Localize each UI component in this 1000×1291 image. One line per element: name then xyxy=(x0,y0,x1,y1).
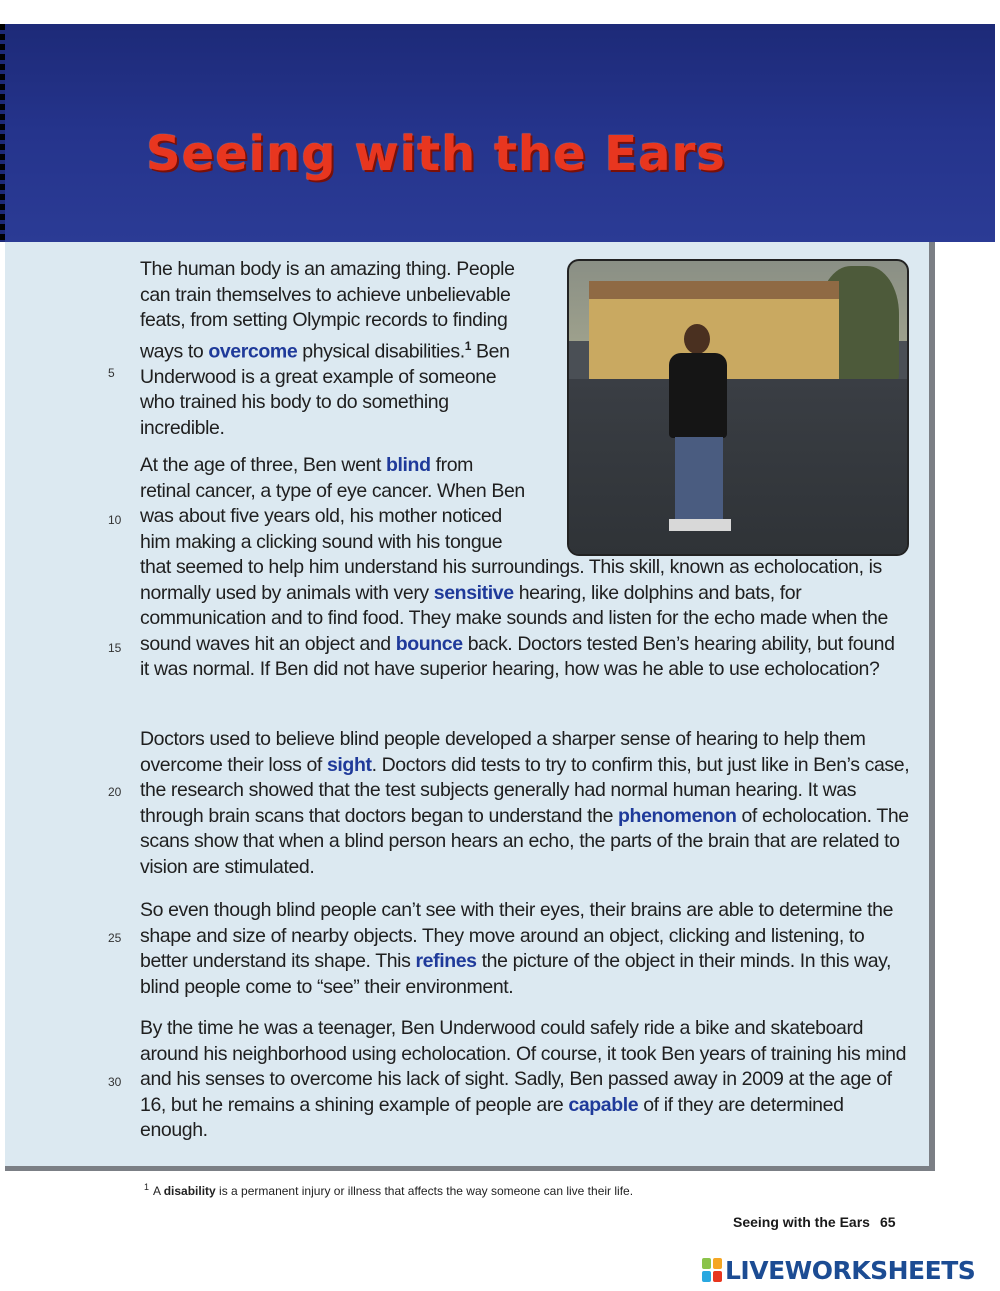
footnote-text-b: is a permanent injury or illness that affects the way someone can live their life. xyxy=(215,1184,634,1198)
photo-person-head xyxy=(684,324,710,354)
p1-text-b: physical disabilities. xyxy=(297,340,465,362)
p3-text-c: of echolocation. The scans show that when a blind person hears an echo, the parts of the brain that are related to vision are stimulated. xyxy=(140,804,909,878)
paragraph-4 xyxy=(140,898,915,1000)
p2-text-b: from retinal cancer, a type of eye cancer. When Ben was about five years old, his mother noticed him making a clicking sound with his tongue that seemed to help him understand his surroundings. This skill, known as echolocation, is normally used by animals with very xyxy=(140,454,882,604)
footnote-ref: 1 xyxy=(464,338,472,353)
footnote-mark: 1 xyxy=(144,1182,150,1192)
p2-text-a2: At the age of three, Ben went xyxy=(140,454,387,476)
page-number: 65 xyxy=(879,1214,896,1230)
keyword-sensitive: sensitive xyxy=(433,581,514,604)
p4-text-a: So even though blind people can’t see with their eyes, their brains are able to determine the shape and size of nearby objects. They move around an object, clicking and listening, to better understand its shape. This xyxy=(140,899,894,972)
paragraph-3 xyxy=(140,727,915,880)
paragraph-1 xyxy=(140,257,535,441)
footer-title: Seeing with the Ears xyxy=(733,1214,870,1230)
p2-text-c: hearing, like dolphins and bats, for communication and to find food. They make sounds and listen for the echo made when the sound waves hit an object and xyxy=(140,581,888,655)
p1-text-c: Ben Underwood is a great example of someone who trained his body to do something incredible. xyxy=(140,340,510,439)
keyword-bounce: bounce xyxy=(395,632,463,655)
keyword-blind: blind xyxy=(386,454,431,476)
p3-text-a: Doctors used to believe blind people developed a sharper sense of hearing to help them overcome their loss of xyxy=(140,728,866,776)
p2-text-d: back. Doctors tested Ben’s hearing ability, but found it was normal. If Ben did not have superior hearing, how was he able to use echolocation? xyxy=(140,632,895,680)
line-number: 30 xyxy=(108,1075,122,1089)
keyword-sight: sight xyxy=(326,753,372,776)
liveworksheets-logo xyxy=(702,1255,975,1285)
footnote-text-a: A xyxy=(153,1184,164,1198)
line-number: 5 xyxy=(108,366,115,380)
p3-text-b: . Doctors did tests to try to confirm this, but just like in Ben’s case, the research showed that the test subjects generally had normal human hearing. It was through brain scans that doctors began to understand the xyxy=(140,753,910,827)
p5-text-a: By the time he was a teenager, Ben Underwood could safely ride a bike and skateboard around his neighborhood using echolocation. Of course, it took Ben years of training his mind and his senses to overcome his lack of sight. Sadly, Ben passed away in 2009 at the age of 16, but he remains a shining example of people are xyxy=(140,1017,907,1116)
page-title: Seeing with the Ears xyxy=(146,126,726,182)
liveworksheets-icon xyxy=(702,1258,722,1282)
line-number: 10 xyxy=(108,513,122,527)
liveworksheets-wordmark: LIVEWORKSHEETS xyxy=(725,1255,976,1285)
keyword-overcome: overcome xyxy=(208,340,298,362)
paragraph-2-body xyxy=(140,453,900,683)
line-number: 20 xyxy=(108,785,122,799)
paragraph-5 xyxy=(140,1016,910,1144)
keyword-phenomenon: phenomenon xyxy=(618,804,737,827)
p4-text-b: the picture of the object in their minds. In this way, blind people come to “see” their environment. xyxy=(140,950,892,998)
photo-float-spacer xyxy=(528,453,900,555)
line-number: 25 xyxy=(108,931,122,945)
p5-text-b: of if they are determined enough. xyxy=(140,1093,844,1141)
footnote xyxy=(144,1182,633,1198)
keyword-capable: capable xyxy=(568,1093,639,1116)
p1-text-a: The human body is an amazing thing. People can train themselves to achieve unbelievable feats, from setting Olympic records to finding ways to xyxy=(140,258,515,362)
line-number: 15 xyxy=(108,641,122,655)
footnote-term: disability xyxy=(163,1184,216,1198)
page-footer xyxy=(733,1214,896,1230)
keyword-refines: refines xyxy=(415,950,477,972)
photo-person-body xyxy=(669,353,727,438)
